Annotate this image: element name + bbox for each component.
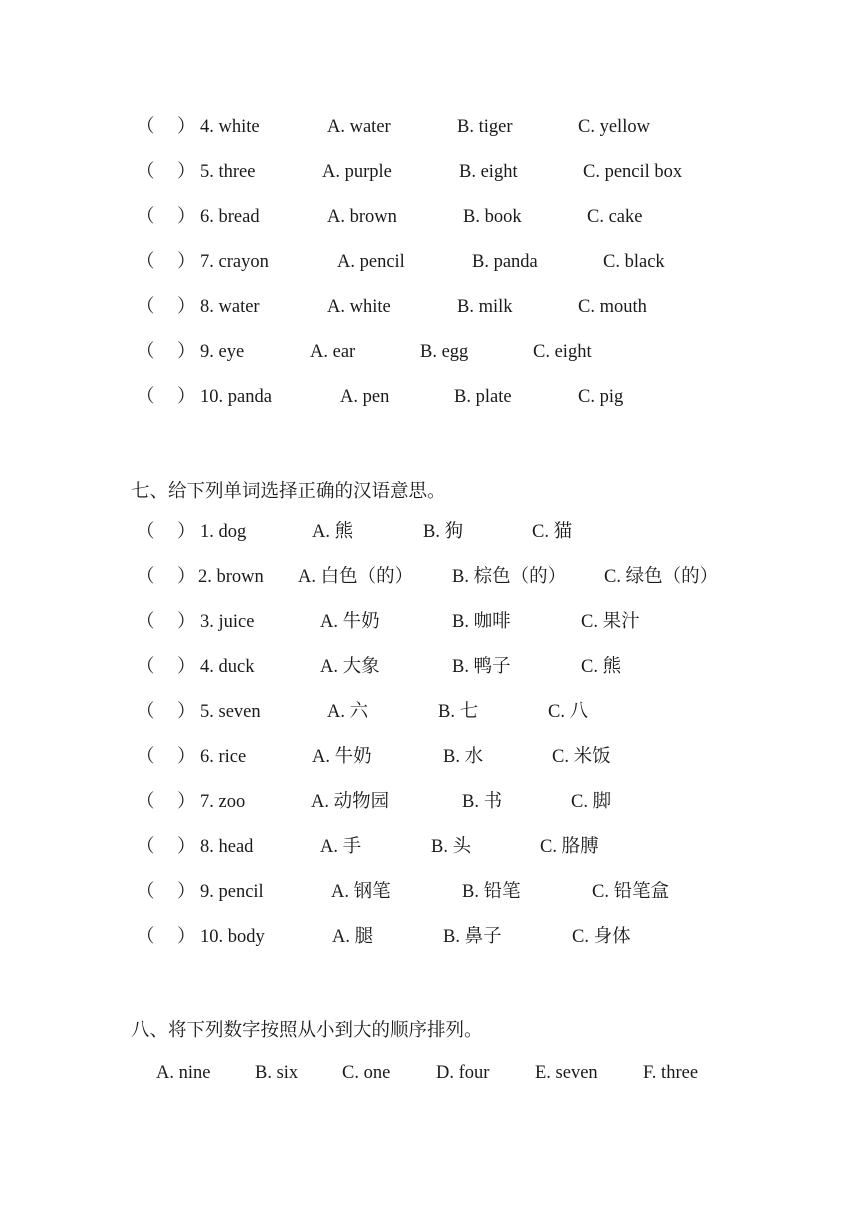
question-word: 10. body [200,927,265,947]
number-option: D. four [436,1063,490,1083]
option-b: B. 铅笔 [462,882,521,902]
option-a: A. pen [340,387,390,407]
question-word: 9. eye [200,342,245,362]
answer-blank-close: ） [177,792,196,812]
section8-title: 八、将下列数字按照从小到大的顺序排列。 [131,1021,483,1041]
question-word: 6. bread [200,207,260,227]
option-a: A. 手 [320,837,362,857]
answer-blank-close: ） [177,117,196,137]
question-word: 8. head [200,837,254,857]
number-option: B. six [255,1063,299,1083]
question-word: 7. zoo [200,792,246,812]
answer-blank-open: （ [136,792,155,812]
answer-blank-close: ） [177,387,196,407]
option-c: C. 熊 [581,657,622,677]
option-b: B. 狗 [423,522,464,542]
option-b: B. 鼻子 [443,927,502,947]
option-a: A. 白色（的） [298,567,414,587]
option-a: A. brown [327,207,397,227]
option-b: B. panda [472,252,538,272]
option-a: A. 牛奶 [320,612,380,632]
answer-blank-open: （ [136,927,155,947]
option-a: A. water [327,117,391,137]
answer-blank-open: （ [136,882,155,902]
answer-blank-close: ） [177,612,196,632]
option-c: C. pencil box [583,162,683,182]
option-c: C. 果汁 [581,612,640,632]
answer-blank-close: ） [177,252,196,272]
section7-title: 七、给下列单词选择正确的汉语意思。 [131,482,446,502]
option-b: B. 七 [438,702,479,722]
option-a: A. 钢笔 [331,882,391,902]
option-c: C. cake [587,207,643,227]
option-c: C. black [603,252,665,272]
question-word: 5. seven [200,702,261,722]
answer-blank-close: ） [177,702,196,722]
answer-blank-open: （ [136,117,155,137]
option-b: B. egg [420,342,469,362]
option-c: C. eight [533,342,592,362]
answer-blank-close: ） [177,657,196,677]
question-word: 9. pencil [200,882,264,902]
option-b: B. 书 [462,792,503,812]
option-a: A. 熊 [312,522,354,542]
question-word: 1. dog [200,522,247,542]
question-word: 4. white [200,117,260,137]
number-option: C. one [342,1063,391,1083]
option-a: A. 腿 [332,927,374,947]
option-a: A. 大象 [320,657,380,677]
number-option: F. three [643,1063,699,1083]
option-c: C. 身体 [572,927,631,947]
answer-blank-open: （ [136,162,155,182]
question-word: 4. duck [200,657,255,677]
number-option: E. seven [535,1063,598,1083]
answer-blank-open: （ [136,747,155,767]
option-b: B. 鸭子 [452,657,511,677]
option-c: C. 胳膊 [540,837,599,857]
answer-blank-close: ） [177,882,196,902]
answer-blank-close: ） [177,162,196,182]
answer-blank-open: （ [136,252,155,272]
answer-blank-open: （ [136,567,155,587]
answer-blank-close: ） [177,207,196,227]
option-b: B. 咖啡 [452,612,511,632]
question-word: 3. juice [200,612,255,632]
option-c: C. 脚 [571,792,612,812]
option-b: B. plate [454,387,512,407]
option-c: C. 铅笔盒 [592,882,670,902]
option-b: B. 棕色（的） [452,567,567,587]
answer-blank-open: （ [136,702,155,722]
option-a: A. pencil [337,252,405,272]
question-word: 2. brown [198,567,264,587]
option-b: B. eight [459,162,518,182]
option-b: B. tiger [457,117,513,137]
question-word: 6. rice [200,747,247,767]
option-a: A. 牛奶 [312,747,372,767]
option-c: C. pig [578,387,624,407]
option-b: B. 水 [443,747,484,767]
option-c: C. mouth [578,297,647,317]
answer-blank-open: （ [136,207,155,227]
answer-blank-close: ） [177,522,196,542]
answer-blank-close: ） [177,297,196,317]
answer-blank-close: ） [177,927,196,947]
option-a: A. 六 [327,702,369,722]
answer-blank-open: （ [136,612,155,632]
answer-blank-close: ） [177,567,196,587]
answer-blank-open: （ [136,837,155,857]
option-b: B. milk [457,297,513,317]
option-a: A. ear [310,342,356,362]
option-a: A. 动物园 [311,792,390,812]
option-a: A. purple [322,162,392,182]
answer-blank-close: ） [177,747,196,767]
option-b: B. book [463,207,522,227]
option-a: A. white [327,297,391,317]
answer-blank-open: （ [136,522,155,542]
answer-blank-open: （ [136,657,155,677]
question-word: 7. crayon [200,252,269,272]
answer-blank-close: ） [177,342,196,362]
option-c: C. 八 [548,702,589,722]
option-c: C. 猫 [532,522,573,542]
option-c: C. 米饭 [552,747,611,767]
answer-blank-open: （ [136,387,155,407]
answer-blank-open: （ [136,297,155,317]
answer-blank-close: ） [177,837,196,857]
option-b: B. 头 [431,837,472,857]
question-word: 8. water [200,297,260,317]
answer-blank-open: （ [136,342,155,362]
option-c: C. 绿色（的） [604,567,719,587]
option-c: C. yellow [578,117,650,137]
number-option: A. nine [156,1063,211,1083]
question-word: 10. panda [200,387,272,407]
question-word: 5. three [200,162,256,182]
